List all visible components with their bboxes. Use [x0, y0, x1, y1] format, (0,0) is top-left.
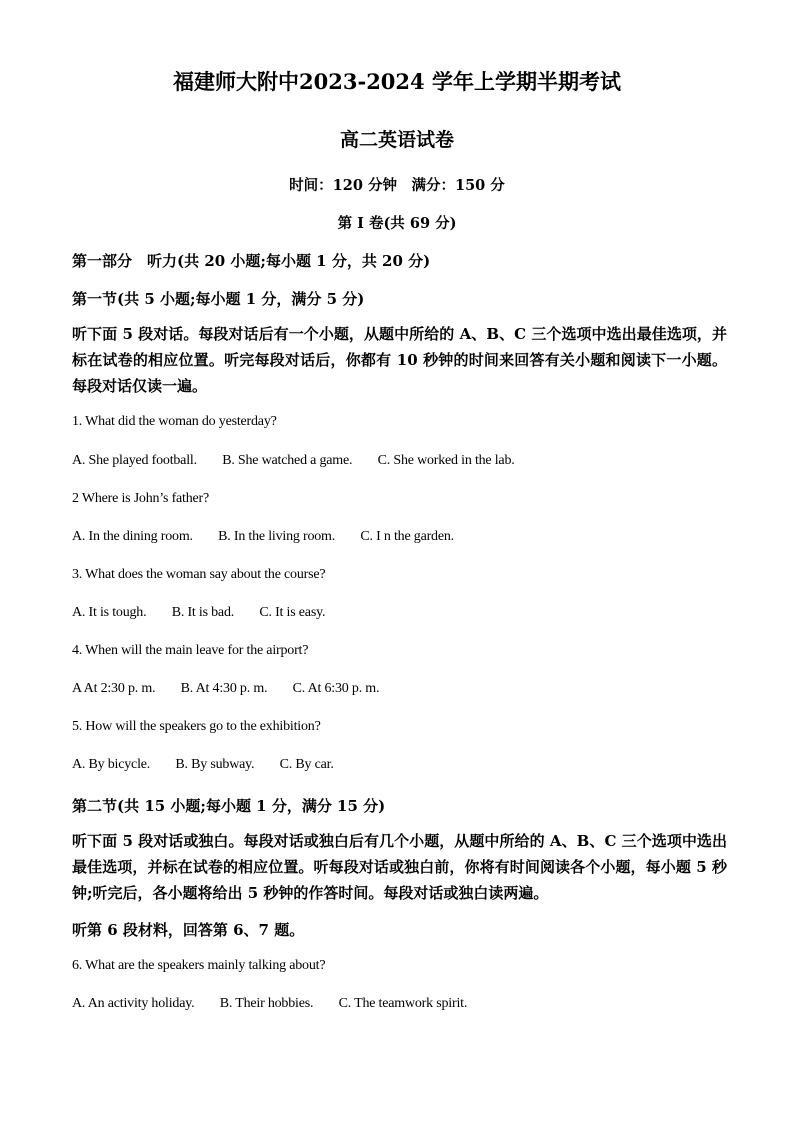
- part1-heading: 第一部分 听力(共 20 小题;每小题 1 分，共 20 分): [72, 252, 431, 270]
- section2-heading: 第二节(共 15 小题;每小题 1 分，满分 15 分): [72, 797, 386, 815]
- question-4-options: [72, 681, 379, 697]
- option-c: C. She worked in the lab.: [377, 453, 515, 468]
- option-c: C. I n the garden.: [360, 529, 454, 544]
- option-c: C. It is easy.: [259, 605, 326, 620]
- question-2-stem: 2 Where is John’s father?: [72, 491, 210, 506]
- section1-heading: 第一节(共 5 小题;每小题 1 分，满分 5 分): [72, 290, 365, 308]
- question-6-stem: 6. What are the speakers mainly talking about?: [72, 958, 326, 973]
- material-note: 听第 6 段材料，回答第 6、7 题。: [72, 921, 305, 939]
- question-5-options: [72, 757, 334, 773]
- section1-instructions: 听下面 5 段对话。每段对话后有一个小题，从题中所给的 A、B、C 三个选项中选出最佳选项，并标在试卷的相应位置。听完每段对话后，你都有 10 秒钟的时间来回答有关小题和阅读下一小题。每段对话仅读一遍。: [72, 325, 727, 395]
- question-4-stem: 4. When will the main leave for the airport?: [72, 643, 309, 658]
- option-a: A. By bicycle.: [72, 757, 151, 772]
- question-3-options: [72, 605, 325, 621]
- exam-subtitle: 高二英语试卷: [339, 129, 454, 151]
- option-b: B. Their hobbies.: [219, 996, 314, 1011]
- section2-instructions: 听下面 5 段对话或独白。每段对话或独白后有几个小题，从题中所给的 A、B、C 三个选项中选出最佳选项，并标在试卷的相应位置。听每段对话或独白前，你将有时间阅读各个小题，每小题 5 秒钟;听完后，各小题将给出 5 秒钟的作答时间。每段对话或独白读两遍。: [72, 832, 727, 902]
- option-b: B. At 4:30 p. m.: [180, 681, 268, 696]
- option-c: C. By car.: [279, 757, 334, 772]
- question-2-options: [72, 529, 454, 545]
- option-a: A At 2:30 p. m.: [72, 681, 156, 696]
- exam-meta: 时间：120 分钟 满分：150 分: [289, 177, 505, 194]
- question-1-stem: 1. What did the woman do yesterday?: [72, 414, 277, 429]
- question-3-stem: 3. What does the woman say about the course?: [72, 567, 326, 582]
- question-1-options: [72, 453, 515, 469]
- option-a: A. She played football.: [72, 453, 197, 468]
- option-a: A. It is tough.: [72, 605, 147, 620]
- question-6-options: [72, 996, 467, 1012]
- option-b: B. In the living room.: [218, 529, 336, 544]
- question-5-stem: 5. How will the speakers go to the exhibition?: [72, 719, 321, 734]
- option-c: C. At 6:30 p. m.: [292, 681, 380, 696]
- option-a: A. In the dining room.: [72, 529, 193, 544]
- option-b: B. She watched a game.: [222, 453, 353, 468]
- option-c: C. The teamwork spirit.: [338, 996, 468, 1011]
- exam-title: 福建师大附中2023-2024 学年上学期半期考试: [173, 69, 621, 94]
- option-b: B. It is bad.: [171, 605, 235, 620]
- option-b: B. By subway.: [175, 757, 255, 772]
- option-a: A. An activity holiday.: [72, 996, 195, 1011]
- volume-heading: 第 I 卷(共 69 分): [337, 215, 457, 232]
